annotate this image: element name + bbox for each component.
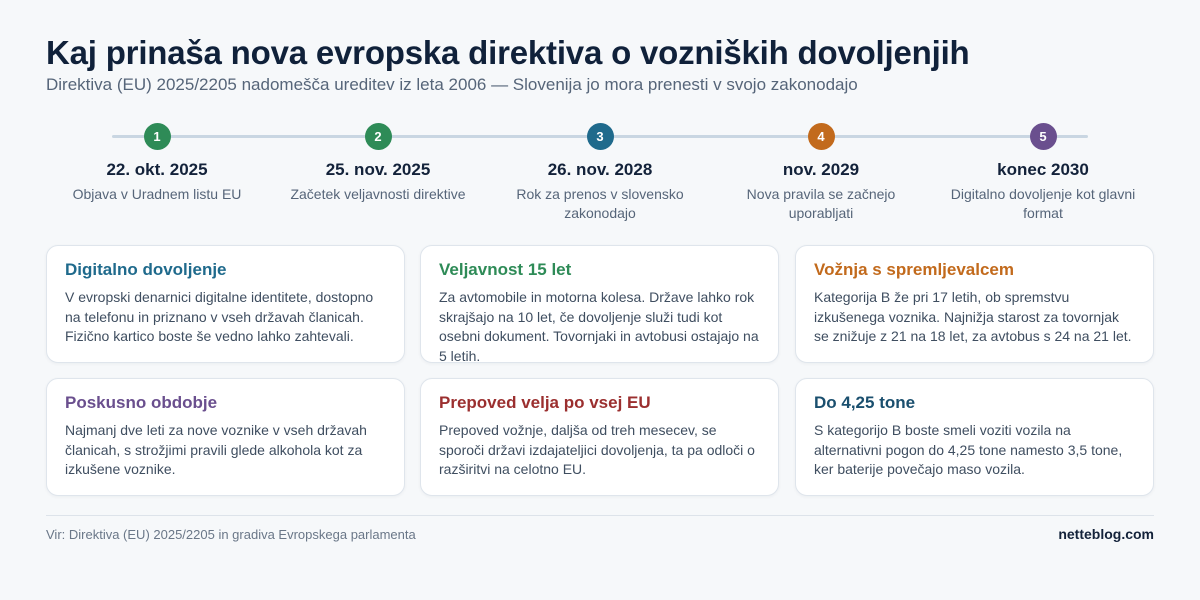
step-date: konec 2030 [997, 160, 1089, 179]
step-number-badge: 2 [365, 123, 392, 150]
timeline-step [932, 122, 1154, 223]
page-subtitle: Direktiva (EU) 2025/2205 nadomešča ureditev iz leta 2006 — Slovenija jo mora prenesti v svojo zakonodajo [46, 75, 858, 94]
card-text: Za avtomobile in motorna kolesa. Države lahko rok skrajšajo na 10 let, če dovoljenje služi tudi kot osebni dokument. Tovornjaki in avtobusi ostajajo na 5 letih. [439, 289, 759, 364]
step-description: Digitalno dovoljenje kot glavni format [950, 186, 1136, 221]
page-title: Kaj prinaša nova evropska direktiva o vozniških dovoljenjih [46, 34, 970, 71]
card-text: V evropski denarnici digitalne identitete, dostopno na telefonu in priznano v vseh državah članicah. Fizično kartico boste še vedno lahko zahtevali. [65, 289, 374, 344]
step-number-badge: 4 [808, 123, 835, 150]
info-card [46, 245, 405, 363]
info-card [795, 378, 1154, 496]
footer-divider [46, 515, 1154, 516]
source-note: Vir: Direktiva (EU) 2025/2205 in gradiva Evropskega parlamenta [46, 527, 416, 542]
step-description: Rok za prenos v slovensko zakonodajo [516, 186, 684, 221]
step-number-badge: 3 [587, 123, 614, 150]
step-date: 25. nov. 2025 [325, 160, 431, 179]
timeline-step [710, 122, 932, 223]
card-text: S kategorijo B boste smeli voziti vozila na alternativni pogon do 4,25 tone namesto 3,5 tone, ker baterije povečajo maso vozila. [814, 422, 1123, 477]
timeline-step [267, 122, 489, 204]
card-title: Poskusno obdobje [65, 393, 218, 412]
card-title: Prepoved velja po vsej EU [439, 393, 651, 412]
info-card [420, 378, 779, 496]
brand-link[interactable]: netteblog.com [1058, 526, 1154, 542]
timeline-step [489, 122, 711, 223]
card-title: Do 4,25 tone [814, 393, 916, 412]
step-description: Nova pravila se začnejo uporabljati [746, 186, 896, 221]
card-text: Kategorija B že pri 17 letih, ob spremstvu izkušenega voznika. Najnižja starost za tovornjak se znižuje z 21 na 18 let, za avtobus s 24 na 21 let. [814, 289, 1132, 344]
step-description: Objava v Uradnem listu EU [72, 186, 242, 202]
step-number-badge: 1 [144, 123, 171, 150]
step-description: Začetek veljavnosti direktive [290, 186, 466, 202]
card-text: Prepoved vožnje, daljša od treh mesecev, se sporoči državi izdajateljici dovoljenja, ta pa odloči o razširitvi na celotno EU. [439, 422, 755, 477]
timeline-step [46, 122, 268, 204]
card-title: Veljavnost 15 let [439, 260, 572, 279]
card-title: Digitalno dovoljenje [65, 260, 227, 279]
step-date: 22. okt. 2025 [106, 160, 208, 179]
timeline [46, 122, 1154, 232]
card-text: Najmanj dve leti za nove voznike v vseh državah članicah, s strožjimi pravili glede alkohola kot za izkušene voznike. [65, 422, 367, 477]
info-card [420, 245, 779, 363]
step-date: 26. nov. 2028 [547, 160, 653, 179]
step-date: nov. 2029 [782, 160, 860, 179]
step-number-badge: 5 [1030, 123, 1057, 150]
info-card [795, 245, 1154, 363]
info-card [46, 378, 405, 496]
card-title: Vožnja s spremljevalcem [814, 260, 1015, 279]
